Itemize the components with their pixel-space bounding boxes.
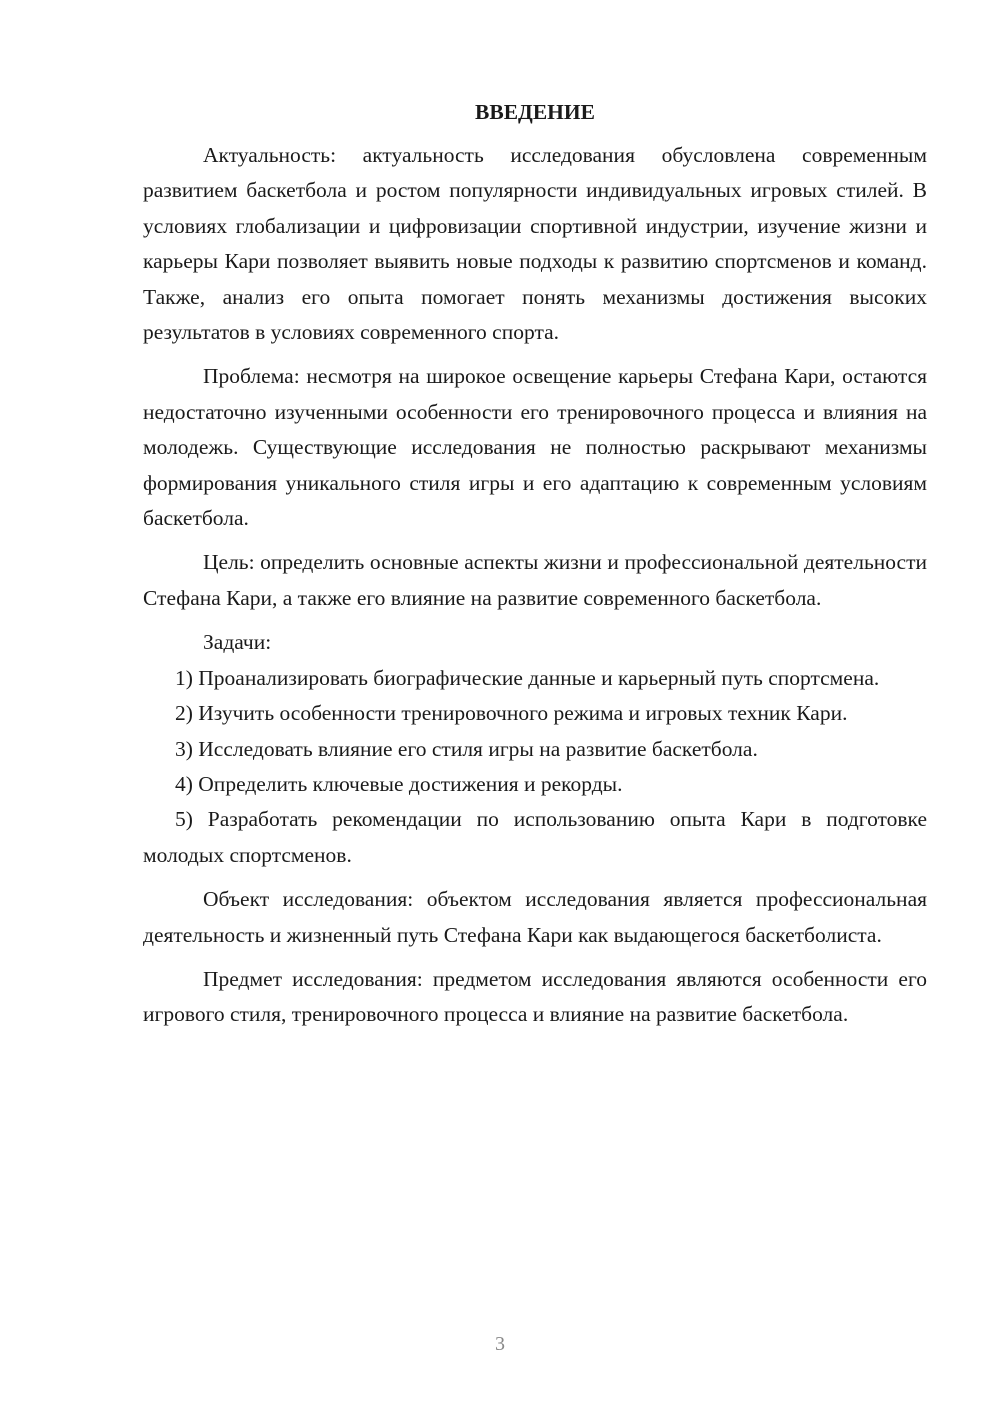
task-item-5: 5) Разработать рекомендации по использованию опыта Кари в подготовке молодых спортсменов.	[143, 807, 927, 867]
task-item-1: 1) Проанализировать биографические данные и карьерный путь спортсмена.	[175, 665, 880, 690]
paragraph-problem: Проблема: несмотря на широкое освещение карьеры Стефана Кари, остаются недостаточно изученными особенности его тренировочного процесса и влияния на молодежь. Существующие исследования не полностью раскрывают механизмы формирования уникального стиля игры и его адаптацию к современным условиям баскетбола.	[143, 364, 927, 531]
paragraph-object: Объект исследования: объектом исследования является профессиональная деятельность и жизненный путь Стефана Кари как выдающегося баскетболиста.	[143, 887, 927, 947]
paragraph-goal: Цель: определить основные аспекты жизни и профессиональной деятельности Стефана Кари, а также его влияние на развитие современного баскетбола.	[143, 550, 927, 610]
task-item-3: 3) Исследовать влияние его стиля игры на развитие баскетбола.	[175, 736, 758, 761]
section-title: ВВЕДЕНИЕ	[475, 100, 595, 124]
paragraph-relevance: Актуальность: актуальность исследования обусловлена современным развитием баскетбола и ростом популярности индивидуальных игровых стилей. В условиях глобализации и цифровизации спортивной индустрии, изучение жизни и карьеры Кари позволяет выявить новые подходы к развитию спортсменов и команд. Также, анализ его опыта помогает понять механизмы достижения высоких результатов в условиях современного спорта.	[143, 143, 927, 345]
task-item-4: 4) Определить ключевые достижения и рекорды.	[175, 771, 623, 796]
page-content	[143, 95, 927, 1033]
paragraph-subject: Предмет исследования: предметом исследования являются особенности его игрового стиля, тренировочного процесса и влияние на развитие баскетбола.	[143, 966, 927, 1027]
task-item-2: 2) Изучить особенности тренировочного режима и игровых техник Кари.	[175, 701, 848, 726]
page-number: 3	[495, 1333, 505, 1355]
tasks-heading: Задачи:	[203, 630, 272, 655]
